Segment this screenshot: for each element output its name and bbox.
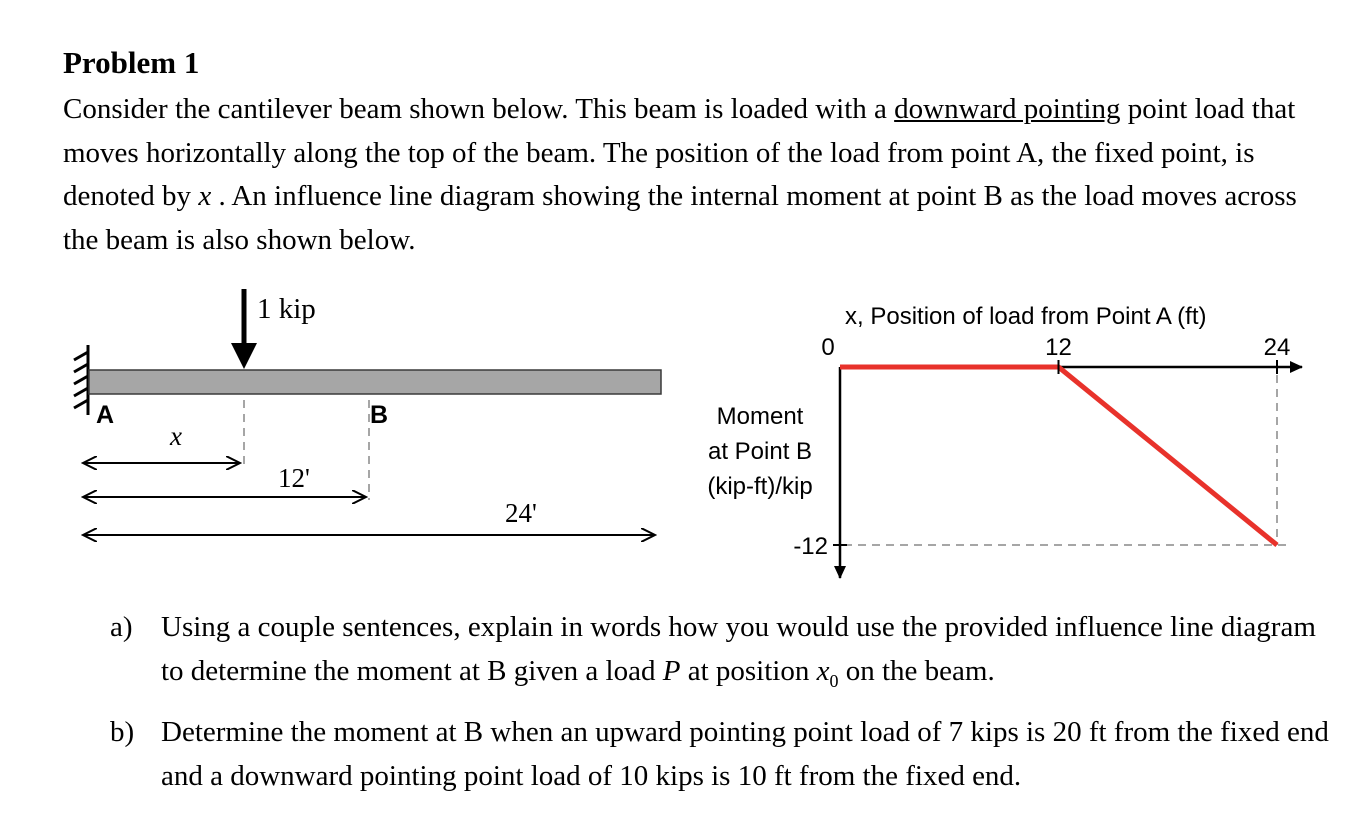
intro-text-3: . An influence line diagram showing the internal moment at point B as the load moves across the beam is also shown below. bbox=[63, 180, 1297, 256]
beam bbox=[89, 370, 661, 394]
question-b-label: b) bbox=[110, 716, 135, 748]
fixed-support-hatching bbox=[74, 345, 88, 415]
question-a-text-3: on the beam. bbox=[838, 655, 995, 687]
variable-x0: x bbox=[816, 655, 830, 687]
question-a-text-2: at position bbox=[680, 655, 817, 687]
chart-x-axis-title: x, Position of load from Point A (ft) bbox=[845, 303, 1207, 330]
variable-x0-subscript: 0 bbox=[829, 670, 839, 691]
load-label: 1 kip bbox=[257, 293, 316, 325]
x-tick-label: 0 bbox=[821, 334, 835, 361]
influence-line bbox=[840, 367, 1277, 545]
beam-diagram bbox=[74, 289, 661, 535]
point-a-label: A bbox=[96, 401, 115, 429]
figure bbox=[0, 270, 1358, 590]
y-tick-label: -12 bbox=[793, 533, 828, 560]
problem-statement bbox=[63, 88, 1338, 262]
x-tick-label: 24 bbox=[1263, 334, 1291, 361]
question-a-label: a) bbox=[110, 611, 133, 643]
question-a-text bbox=[161, 605, 1331, 703]
intro-variable-x: x bbox=[198, 180, 212, 212]
x-tick-label: 12 bbox=[1045, 334, 1072, 361]
chart-y-axis-title-line-2: at Point B bbox=[707, 438, 813, 465]
dimension-24-label: 24' bbox=[505, 498, 537, 528]
chart-axes bbox=[840, 367, 1302, 578]
intro-text-2: point load that moves horizontally along the top of the beam. The position of the load from point A, the fixed point, is denoted by bbox=[63, 93, 1296, 212]
chart-series bbox=[840, 367, 1277, 545]
problem-title: Problem 1 bbox=[63, 45, 200, 80]
dimension-12-label: 12' bbox=[278, 463, 310, 493]
chart-y-axis-title-line-3: (kip-ft)/kip bbox=[707, 473, 813, 500]
chart-y-axis-title-line-1: Moment bbox=[716, 403, 804, 430]
load-arrow bbox=[231, 289, 257, 369]
question-a-text-1: Using a couple sentences, explain in words how you would use the provided influence line diagram to determine the moment at B given a load bbox=[161, 611, 1316, 687]
intro-text-1: Consider the cantilever beam shown below. This beam is loaded with a bbox=[63, 93, 895, 125]
variable-p: P bbox=[662, 655, 681, 687]
point-b-label: B bbox=[370, 401, 389, 429]
x-dimension-label: x bbox=[170, 421, 182, 451]
intro-underlined-text: downward pointing bbox=[894, 93, 1121, 125]
influence-line-chart bbox=[707, 303, 1302, 578]
question-b-text: Determine the moment at B when an upward pointing point load of 7 kips is 20 ft from the fixed end and a downward pointing point load of 10 kips is 10 ft from the fixed end. bbox=[161, 716, 1329, 792]
chart-guides bbox=[844, 375, 1289, 545]
